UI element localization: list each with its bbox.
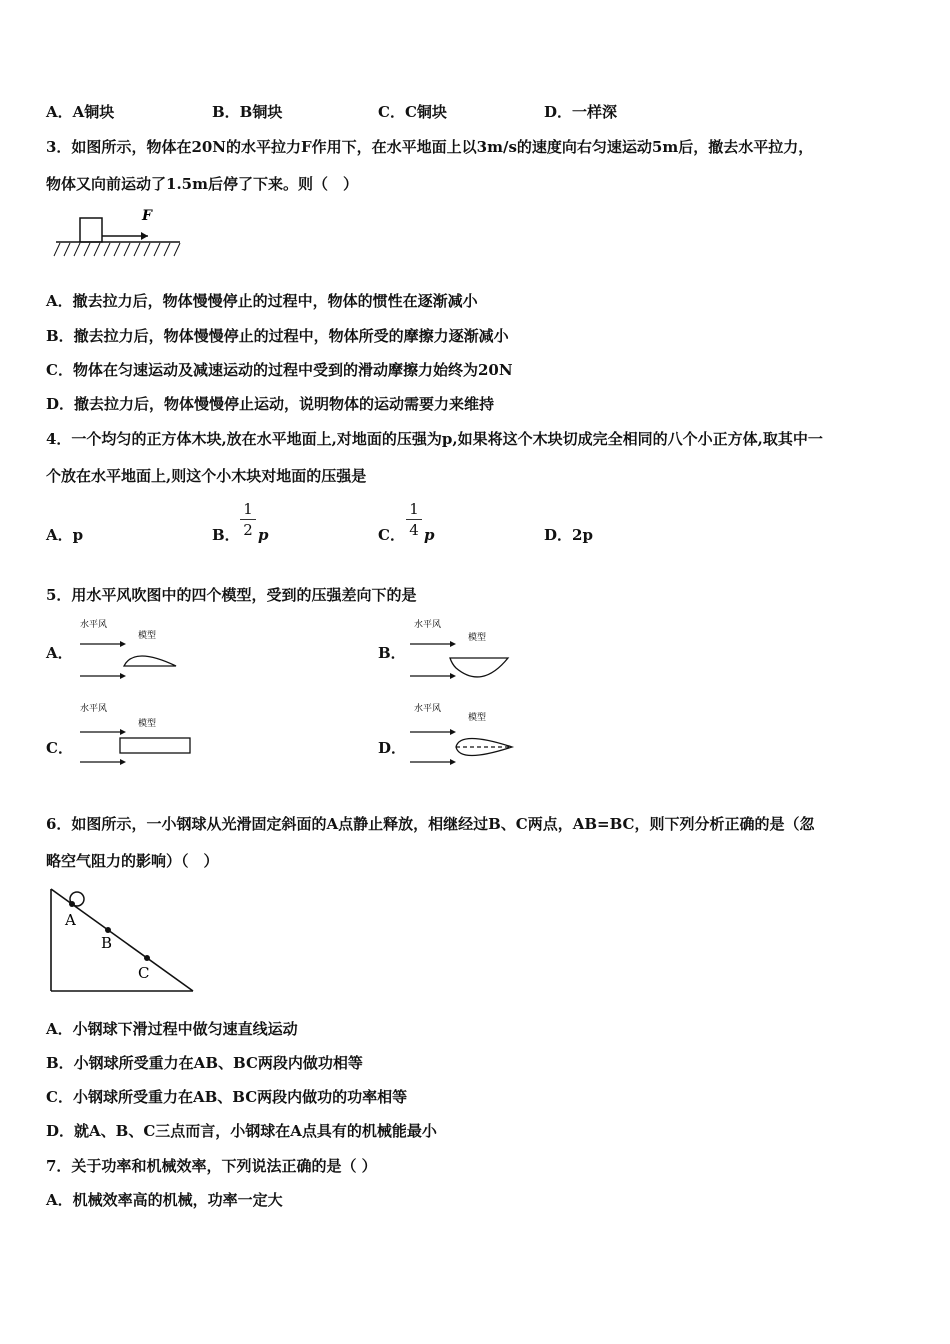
q4-b-numerator: 1: [243, 500, 253, 518]
q4-b-denominator: 2: [243, 521, 253, 539]
q5-figure-c: [78, 700, 198, 764]
q4-option-c-var: p: [424, 526, 435, 544]
q4-c-denominator: 4: [409, 521, 419, 539]
q4-option-d: D．2p: [544, 526, 593, 544]
q6-point-a-dot: [69, 901, 75, 907]
q4-option-c-fraction: [406, 500, 422, 539]
q5-d-wind-label: 水平风: [414, 704, 442, 714]
q6-option-a: A．小钢球下滑过程中做匀速直线运动: [46, 1020, 298, 1038]
q5-option-c-label: C．: [46, 739, 73, 757]
q5-option-b-label: B．: [378, 644, 406, 662]
q4-option-b-prefix: B．: [212, 526, 240, 544]
q3-figure-block-force: [48, 206, 188, 266]
q6-stem-line1: 6．如图所示，一小钢球从光滑固定斜面的A点静止释放，相继经过B、C两点，AB=BC，则下列分析正确的是（忽: [46, 815, 815, 833]
q3-stem-line2: 物体又向前运动了1.5m后停了下来。则（ ）: [46, 175, 358, 193]
q6-point-c-label: C: [138, 964, 150, 982]
q5-d-model-label: 模型: [468, 713, 487, 723]
q4-option-b-var: p: [258, 526, 269, 544]
q6-point-b-label: B: [101, 934, 113, 952]
q5-a-wind-label: 水平风: [80, 620, 108, 630]
q4-option-a: A．p: [46, 526, 84, 544]
q2-option-b: B．B铜块: [212, 103, 283, 121]
q5-b-wind-label: 水平风: [414, 620, 442, 630]
q2-option-d: D．一样深: [544, 103, 618, 121]
q6-figure-incline: [44, 884, 204, 999]
q5-figure-b: [408, 618, 528, 682]
q3-option-d: D．撤去拉力后，物体慢慢停止运动，说明物体的运动需要力来维持: [46, 395, 495, 413]
q6-option-d: D．就A、B、C三点而言，小钢球在A点具有的机械能最小: [46, 1122, 437, 1140]
q2-option-a: A．A铜块: [46, 103, 115, 121]
q6-point-c-dot: [144, 955, 150, 961]
q5-stem: 5．用水平风吹图中的四个模型，受到的压强差向下的是: [46, 586, 417, 604]
q4-stem-line1: 4．一个均匀的正方体木块,放在水平地面上,对地面的压强为p,如果将这个木块切成完全相同的八个小正方体,取其中一: [46, 430, 823, 448]
q7-option-a: A．机械效率高的机械，功率一定大: [46, 1191, 283, 1209]
q5-figure-a: [78, 618, 198, 682]
q5-b-model-label: 模型: [468, 633, 487, 643]
q5-option-d-label: D．: [378, 739, 407, 757]
q6-point-b-dot: [105, 927, 111, 933]
q6-option-b: B．小钢球所受重力在AB、BC两段内做功相等: [46, 1054, 363, 1072]
q2-option-c: C．C铜块: [378, 103, 447, 121]
q6-stem-line2: 略空气阻力的影响）（ ）: [46, 852, 219, 870]
q5-a-model-label: 模型: [138, 631, 157, 641]
q5-c-model-label: 模型: [138, 719, 157, 729]
q5-option-a-label: A．: [46, 644, 73, 662]
q3-stem-line1: 3．如图所示，物体在20N的水平拉力F作用下，在水平地面上以3m/s的速度向右匀速运动5m后，撤去水平拉力，: [46, 138, 814, 156]
q5-figure-d: [408, 700, 528, 764]
q4-option-b-fraction: [240, 500, 256, 539]
q4-c-numerator: 1: [409, 500, 419, 518]
q3-option-b: B．撤去拉力后，物体慢慢停止的过程中，物体所受的摩擦力逐渐减小: [46, 327, 509, 345]
q3-option-a: A．撤去拉力后，物体慢慢停止的过程中，物体的惯性在逐渐减小: [46, 292, 478, 310]
q7-stem: 7．关于功率和机械效率，下列说法正确的是（ ）: [46, 1157, 377, 1175]
q6-point-a-label: A: [65, 911, 76, 929]
q4-option-c-prefix: C．: [378, 526, 405, 544]
q3-option-c: C．物体在匀速运动及减速运动的过程中受到的滑动摩擦力始终为20N: [46, 361, 513, 379]
q4-stem-line2: 个放在水平地面上,则这个小木块对地面的压强是: [46, 467, 367, 485]
q5-c-wind-label: 水平风: [80, 704, 108, 714]
q3-force-label: F: [142, 208, 152, 224]
q6-option-c: C．小钢球所受重力在AB、BC两段内做功的功率相等: [46, 1088, 408, 1106]
